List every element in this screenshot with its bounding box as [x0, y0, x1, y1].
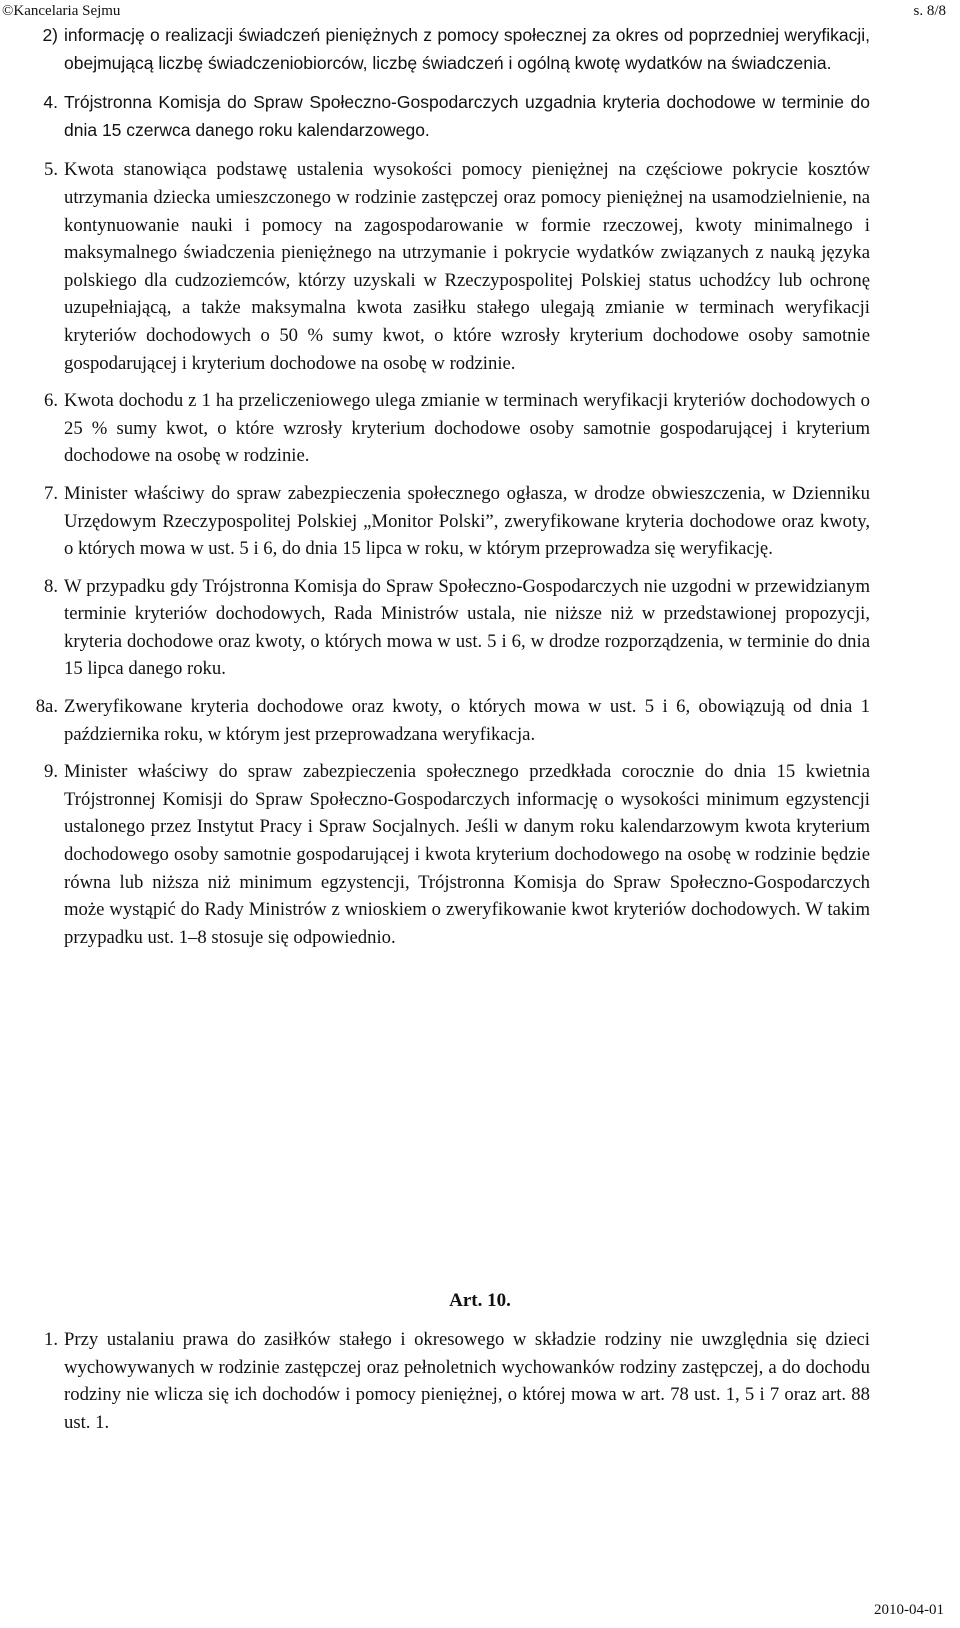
item-number: 2): [42, 25, 58, 45]
header-copyright: ©Kancelaria Sejmu: [2, 3, 121, 19]
item-text: Kwota dochodu z 1 ha przeliczeniowego ulega zmianie w terminach weryfikacji kryteriów dochodowych o 25 % sumy kwot, o które wzrosły kryterium dochodowe osoby samotnie gospodarującej i kryterium dochodowe na osobę w rodzinie.: [64, 390, 870, 467]
item-number: 8.: [43, 575, 58, 597]
item-text: Zweryfikowane kryteria dochodowe oraz kwoty, o których mowa w ust. 5 i 6, obowiązują od dnia 1 października roku, w którym jest przeprowadzana weryfikacja.: [64, 696, 870, 745]
list-item: [18, 573, 870, 683]
item-number: 1.: [43, 1329, 58, 1350]
page-number: s. 8/8: [913, 3, 946, 19]
item-text: Kwota stanowiąca podstawę ustalenia wysokości pomocy pieniężnej na częściowe pokrycie kosztów utrzymania dziecka umieszczonego w rodzinie zastępczej oraz pomocy pieniężnej na usamodzielnienie, na kontynuowanie nauki i pomocy na zagospodarowanie w formie rzeczowej, kwoty minimalnego i maksymalnego świadczenia pieniężnego na utrzymanie i pokrycie wydatków związanych z nauką języka polskiego dla cudzoziemców, którzy uzyskali w Rzeczypospolitej Polskiej status uchodźcy lub ochronę uzupełniającą, a także maksymalna kwota zasiłku stałego ulegają zmianie w terminach weryfikacji kryteriów dochodowych o 50 % sumy kwot, o które wzrosły kryterium dochodowe osoby samotnie gospodarującej i kryterium dochodowe na osobę w rodzinie.: [64, 159, 870, 374]
list-item: [18, 1326, 870, 1436]
item-number: 8a.: [35, 696, 58, 718]
item-text: Minister właściwy do spraw zabezpieczenia społecznego przedkłada corocznie do dnia 15 kwietnia Trójstronnej Komisji do Spraw Społeczno-Gospodarczych informację o wysokości minimum egzystencji ustalonego przez Instytut Pracy i Spraw Socjalnych. Jeśli w danym roku kalendarzowym kwota kryterium dochodowego osoby samotnie gospodarującej i kwota kryterium dochodowego na osobę w rodzinie będzie równa lub niższa niż minimum egzystencji, Trójstronna Komisja do Spraw Społeczno-Gospodarczych może wystąpić do Rady Ministrów z wnioskiem o zweryfikowanie kwot kryteriów dochodowych. W takim przypadku ust. 1–8 stosuje się odpowiednio.: [64, 761, 870, 948]
document-body: [18, 22, 870, 951]
item-text: Trójstronna Komisja do Spraw Społeczno-Gospodarczych uzgadnia kryteria dochodowe w terminie do dnia 15 czerwca danego roku kalendarzowego.: [64, 92, 870, 140]
item-number: 6.: [43, 390, 58, 412]
item-text: W przypadku gdy Trójstronna Komisja do Spraw Społeczno-Gospodarczych nie uzgodni w przewidzianym terminie kryteriów dochodowych, Rada Ministrów ustala, nie niższe niż w przedstawionej propozycji, kryteria dochodowe oraz kwoty, o których mowa w ust. 5 i 6, w drodze rozporządzenia, w terminie do dnia 15 lipca danego roku.: [64, 575, 870, 680]
article-body: [18, 1326, 870, 1436]
list-item: [18, 22, 870, 77]
footer-date: 2010-04-01: [874, 1602, 944, 1618]
list-item: [18, 156, 870, 377]
list-item: [18, 480, 870, 563]
list-item: [18, 387, 870, 470]
list-item: [18, 89, 870, 144]
list-item: [18, 758, 870, 951]
article-heading: Art. 10.: [449, 1290, 511, 1311]
item-text: informację o realizacji świadczeń pieniężnych z pomocy społecznej za okres od poprzedniej weryfikacji, obejmującą liczbę świadczeniobiorców, liczbę świadczeń i ogólną kwotę wydatków na świadczenia.: [64, 25, 870, 73]
list-item: [18, 693, 870, 748]
item-text: Minister właściwy do spraw zabezpieczenia społecznego ogłasza, w drodze obwieszczenia, w Dzienniku Urzędowym Rzeczypospolitej Polskiej „Monitor Polski”, zweryfikowane kryteria dochodowe oraz kwoty, o których mowa w ust. 5 i 6, do dnia 15 lipca w roku, w którym przeprowadza się weryfikację.: [64, 482, 870, 560]
item-number: 4.: [43, 92, 58, 113]
item-text: Przy ustalaniu prawa do zasiłków stałego i okresowego w składzie rodziny nie uwzględnia się dzieci wychowywanych w rodzinie zastępczej oraz pełnoletnich wychowanków rodziny zastępczej, a do dochodu rodziny nie wlicza się ich dochodów i pomocy pieniężnej, o której mowa w art. 78 ust. 1, 5 i 7 oraz art. 88 ust. 1.: [64, 1329, 870, 1433]
item-number: 5.: [43, 159, 58, 181]
item-number: 7.: [43, 482, 58, 504]
item-number: 9.: [43, 761, 58, 783]
